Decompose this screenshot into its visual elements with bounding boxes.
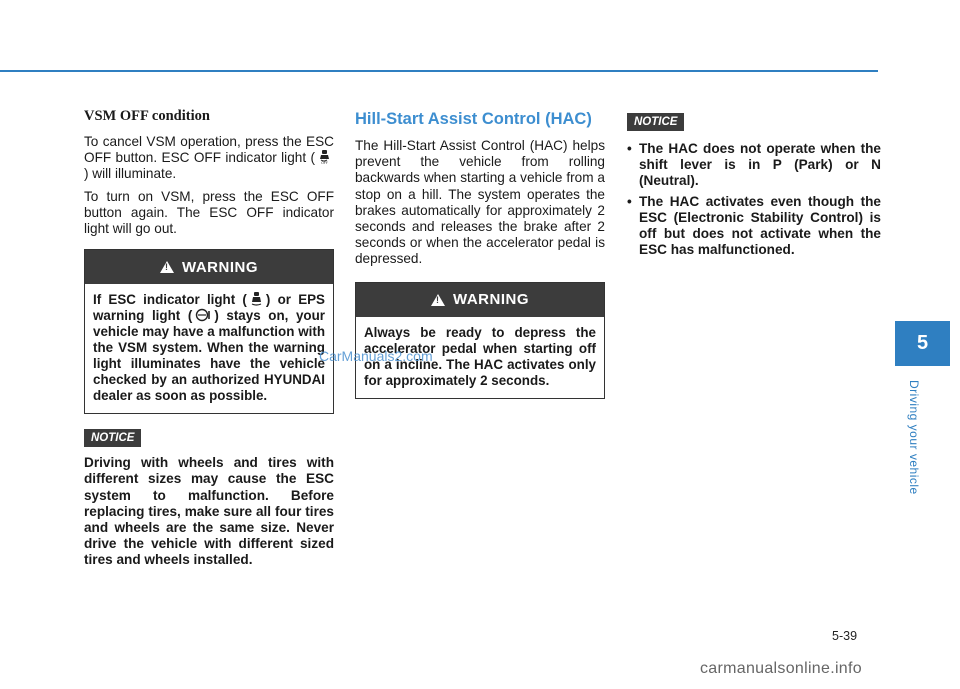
vsm-turn-on-paragraph: To turn on VSM, press the ESC OFF button again. The ESC OFF indicator light will go out. (84, 188, 334, 237)
chapter-label: Driving your vehicle (907, 380, 921, 495)
eps-warning-icon (195, 308, 211, 322)
vsm-warning-header: ! WARNING (85, 250, 333, 284)
vsm-warning-text: If ESC indicator light ( ) or EPS warning light ( ) stays on, your vehicle may have a malfunction with the VSM system. When the warning light illuminates have the vehicle checked by an authorized HYUNDAI dealer as soon as possible. (93, 292, 325, 404)
column-vsm (84, 108, 334, 569)
watermark-text: CarManuals2.com (319, 348, 433, 364)
vsm-cancel-paragraph: To cancel VSM operation, press the ESC OFF button. ESC OFF indicator light ( OFF ) will illuminate. (84, 134, 334, 182)
vsm-notice-text: Driving with wheels and tires with different sizes may cause the ESC system to malfunction. Before replacing tires, make sure all four tires and wheels are the same size. Never drive the vehicle with different sized tires and wheels installed. (84, 455, 334, 568)
esc-indicator-icon (250, 292, 263, 306)
page-number: 5-39 (832, 629, 858, 643)
list-item: • The HAC activates even though the ESC (Electronic Stability Control) is off but does not activate when the ESC has malfunctioned. (627, 194, 881, 259)
hac-warning-box (355, 282, 605, 399)
warning-triangle-icon (160, 261, 174, 273)
hac-notice-list (627, 141, 881, 258)
notice-badge: NOTICE (84, 429, 141, 447)
column-notice (627, 112, 881, 262)
chapter-tab: 5 (895, 321, 950, 366)
vsm-notice-wrapper (84, 428, 334, 447)
hac-warning-text: Always be ready to depress the accelerator pedal when starting off on a incline. The HAC activates only for approximately 2 seconds. (364, 324, 596, 388)
header-rule (0, 70, 878, 72)
list-item: • The HAC does not operate when the shift lever is in P (Park) or N (Neutral). (627, 141, 881, 190)
vsm-warning-box (84, 249, 334, 414)
vsm-off-heading: VSM OFF condition (84, 108, 210, 124)
warning-triangle-icon (431, 294, 445, 306)
svg-text:OFF: OFF (321, 161, 328, 165)
esc-off-indicator-icon (318, 150, 331, 164)
hac-paragraph: The Hill-Start Assist Control (HAC) helps prevent the vehicle from rolling backwards when starting a vehicle from a stop on a hill. The system operates the brakes automatically for approximately 2 seconds and releases the brake after 2 seconds or when the accelerator pedal is depressed. (355, 138, 605, 267)
notice-badge: NOTICE (627, 113, 684, 131)
hac-warning-header: ! WARNING (356, 283, 604, 317)
hac-title: Hill-Start Assist Control (HAC) (355, 110, 592, 128)
footer-watermark: carmanualsonline.info (700, 660, 862, 677)
